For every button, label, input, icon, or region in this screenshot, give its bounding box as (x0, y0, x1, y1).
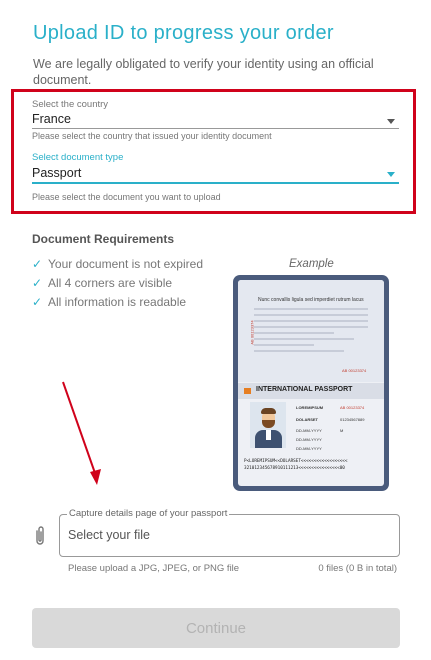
passport-given-name: DOLARSET (296, 417, 318, 422)
page-title: Upload ID to progress your order (33, 22, 334, 44)
passport-date-issue: DD-MM-YYYY (296, 437, 322, 442)
check-icon: ✓ (32, 295, 43, 309)
intro-text: We are legally obligated to verify your identity using an official document. (33, 57, 374, 87)
caret-down-icon[interactable] (387, 119, 395, 124)
check-icon: ✓ (32, 276, 43, 290)
requirement-item: ✓ All information is readable (32, 295, 187, 309)
continue-button[interactable]: Continue (32, 608, 400, 648)
country-helper: Please select the country that issued your identity document (32, 131, 272, 141)
country-label: Select the country (32, 99, 109, 110)
passport-sex: M (340, 428, 344, 433)
document-type-label: Select document type (32, 152, 124, 163)
upload-hint: Please upload a JPG, JPEG, or PNG file (68, 563, 240, 574)
passport-date-expiry: DD-MM-YYYY (296, 446, 322, 451)
passport-surname: LOREMIPSUM (296, 405, 324, 410)
passport-side-number: AB 00123374 (249, 320, 255, 345)
document-type-underline (32, 182, 399, 184)
check-icon: ✓ (32, 257, 43, 271)
caret-down-icon[interactable] (387, 172, 395, 177)
passport-photo (250, 402, 286, 448)
upload-legend: Capture details page of your passport (69, 508, 228, 519)
document-type-helper: Please select the document you want to upload (32, 192, 221, 202)
passport-mrz: P<LOREMIPSUM<<DOLARSET<<<<<<<<<<<<<<<<<< 321012345678910111213<<<<<<<<<<<<<<<<00 (244, 459, 348, 471)
passport-date-birth: DD-MM-YYYY (296, 428, 322, 433)
requirement-item: ✓ All 4 corners are visible (32, 276, 173, 290)
flag-icon (244, 388, 251, 394)
requirements-heading: Document Requirements (32, 232, 175, 246)
country-value[interactable]: France (32, 112, 71, 126)
upload-file-count: 0 files (0 B in total) (318, 563, 397, 574)
passport-header-text: Nunc convallis ligula sed imperdiet rutrum lacus (258, 297, 364, 303)
passport-personal-number: 01234567889 (340, 417, 365, 422)
document-type-value[interactable]: Passport (32, 166, 82, 180)
passport-example-image (233, 275, 389, 491)
country-underline (32, 128, 399, 129)
paperclip-icon[interactable] (33, 525, 47, 547)
passport-stamp-number: AB 00123374 (342, 368, 367, 373)
passport-number: AB 00123374 (340, 405, 365, 410)
passport-title: INTERNATIONAL PASSPORT (256, 386, 353, 393)
example-label: Example (289, 258, 334, 270)
requirement-item: ✓ Your document is not expired (32, 257, 203, 271)
upload-placeholder[interactable]: Select your file (68, 528, 150, 542)
